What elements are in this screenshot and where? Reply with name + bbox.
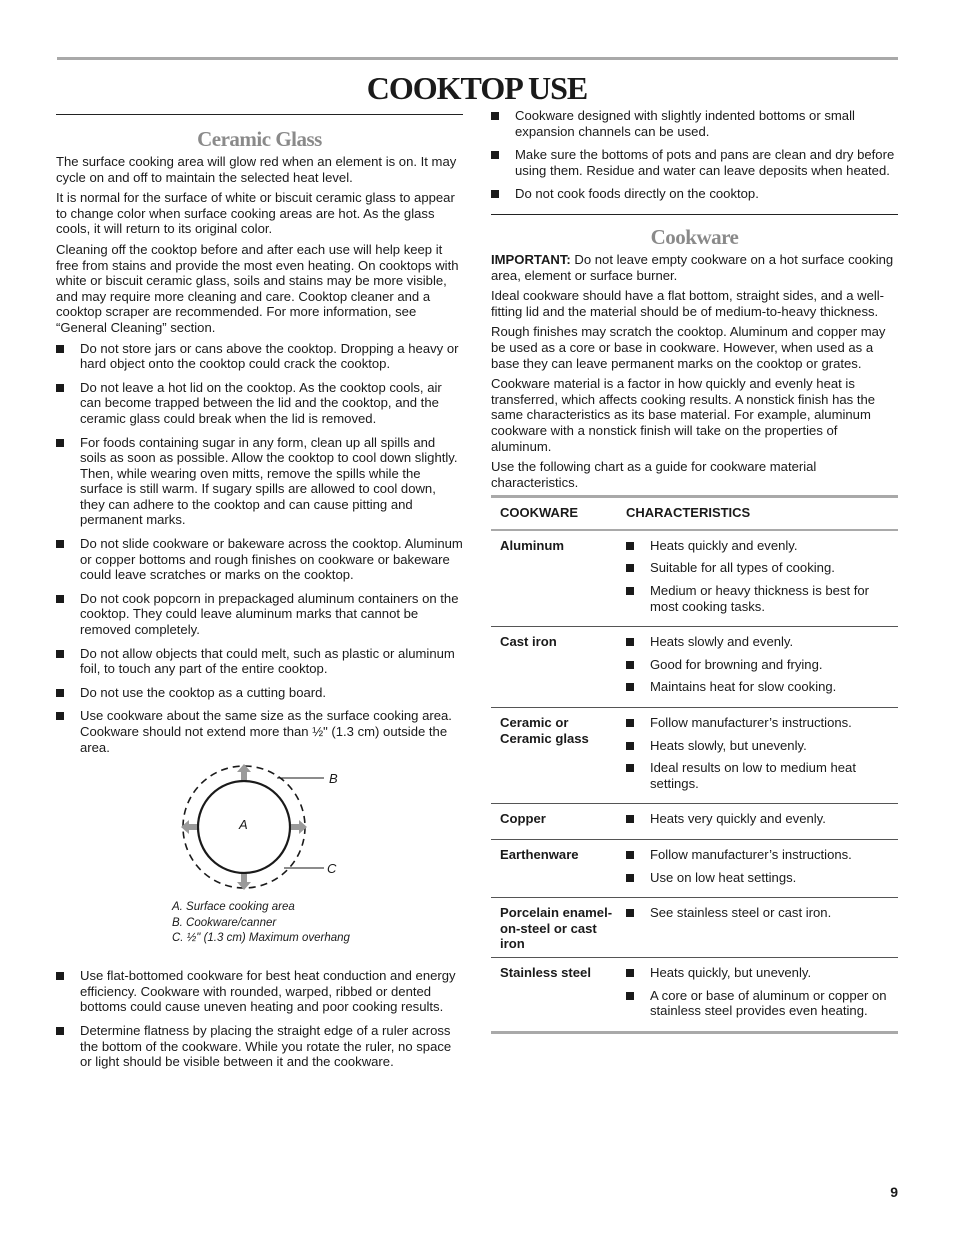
list-item: Cookware designed with slightly indented bottoms or small expansion channels can be used. (491, 108, 898, 139)
list-item: Maintains heat for slow cooking. (626, 679, 898, 695)
list-item: Medium or heavy thickness is best for most cooking tasks. (626, 583, 898, 614)
caption: A. Surface cooking area (172, 901, 295, 914)
table-row (491, 804, 898, 840)
label-c: C (327, 861, 337, 877)
list-item: Do not cook foods directly on the cooktop. (491, 186, 898, 202)
cookware-paragraph: Use the following chart as a guide for cookware material characteristics. (491, 459, 817, 490)
characteristics-cell (617, 898, 898, 958)
list-item: Follow manufacturer’s instructions. (626, 715, 898, 731)
ceramic-paragraph: It is normal for the surface of white or biscuit ceramic glass to appear to change color when surface cooking areas are hot. As the glass cools, it will return to its original color. (56, 190, 455, 237)
cookware-name: Aluminum (491, 530, 617, 627)
cookware-paragraph: Cookware material is a factor in how quickly and evenly heat is transferred, which affects cooking results. A nonstick finish has the same characteristics as its base material. For example, aluminum cookware with a nonstick finish will take on the properties of aluminum. (491, 376, 876, 454)
cookware-name: Cast iron (491, 627, 617, 708)
important-label: IMPORTANT: (491, 251, 571, 267)
right-column (491, 108, 898, 1034)
list-item: Do not allow objects that could melt, such as plastic or aluminum foil, to touch any part of the entire cooktop. (56, 646, 463, 677)
list-item: Suitable for all types of cooking. (626, 560, 898, 576)
list-item: Do not slide cookware or bakeware across the cooktop. Aluminum or copper bottoms and rough finishes on cookware or bakeware could leave scratches or marks on the cooktop. (56, 536, 463, 583)
ceramic-paragraph: Cleaning off the cooktop before and after each use will help keep it free from stains and provide the most even heating. On cooktops with white or biscuit ceramic glass, soils and stains may be more visible, and may require more cleaning and care. Cooktop cleaner and a cooktop scraper are recommended. For more information, see “General Cleaning” section. (56, 241, 459, 335)
list-item: Heats quickly and evenly. (626, 538, 898, 554)
ceramic-bullet-list (56, 341, 463, 756)
cookware-paragraph: Rough finishes may scratch the cooktop. Aluminum and copper may be used as a core or base in cookware. However, when used as a base they can leave permanent marks on the cooktop or grates. (491, 324, 886, 371)
label-b: B (329, 771, 338, 787)
list-item: Use flat-bottomed cookware for best heat conduction and energy efficiency. Cookware with rounded, warped, ribbed or dented bottoms could cause uneven heating and poor cooking results. (56, 968, 463, 1015)
list-item: See stainless steel or cast iron. (626, 905, 898, 921)
list-item: A core or base of aluminum or copper on stainless steel provides even heating. (626, 988, 898, 1019)
flat-bottom-bullet-list (56, 968, 463, 1070)
table-row (491, 530, 898, 627)
overhang-diagram-svg (172, 763, 382, 895)
list-item: Heats slowly and evenly. (626, 634, 898, 650)
list-item: Use cookware about the same size as the surface cooking area. Cookware should not extend more than ½" (1.3 cm) outside the area. (56, 708, 463, 755)
cookware-heading: Cookware (650, 224, 739, 249)
characteristics-cell (617, 530, 898, 627)
list-item: Make sure the bottoms of pots and pans are clean and dry before using them. Residue and water can leave deposits when heated. (491, 147, 898, 178)
section-rule (491, 214, 898, 215)
list-item: Follow manufacturer’s instructions. (626, 847, 898, 863)
label-a: A (239, 817, 248, 833)
table-header-row (491, 497, 898, 530)
cookware-name: Earthenware (491, 840, 617, 898)
cookware-overhang-diagram (56, 763, 463, 968)
left-column (56, 114, 463, 1078)
list-item: Good for browning and frying. (626, 657, 898, 673)
cookware-name: Stainless steel (491, 957, 617, 1032)
column-header-characteristics: CHARACTERISTICS (617, 497, 898, 530)
list-item: Do not use the cooktop as a cutting board. (56, 685, 463, 701)
ceramic-paragraph: The surface cooking area will glow red when an element is on. It may cycle on and off to maintain the selected heat level. (56, 154, 457, 185)
table-row (491, 840, 898, 898)
list-item: Determine flatness by placing the straight edge of a ruler across the bottom of the cookware. While you rotate the ruler, no space or light should be visible between it and the cookware. (56, 1023, 463, 1070)
table-row (491, 898, 898, 958)
characteristics-cell (617, 957, 898, 1032)
characteristics-cell (617, 804, 898, 840)
table-row (491, 627, 898, 708)
cookware-paragraph: Ideal cookware should have a flat bottom, straight sides, and a well-fitting lid and the material should be of medium-to-heavy thickness. (491, 288, 885, 319)
list-item: Heats slowly, but unevenly. (626, 738, 898, 754)
page-title: COOKTOP USE (366, 70, 588, 106)
cookware-name: Ceramic or Ceramic glass (491, 708, 617, 804)
important-note (491, 252, 898, 283)
list-item: Do not leave a hot lid on the cooktop. As the cooktop cools, air can become trapped between the lid and the cooktop, and the ceramic glass could break when the lid is removed. (56, 380, 463, 427)
list-item: Do not cook popcorn in prepackaged aluminum containers on the cooktop. They could leave aluminum marks that cannot be removed completely. (56, 591, 463, 638)
caption: B. Cookware/canner (172, 916, 277, 929)
list-item: Heats very quickly and evenly. (626, 811, 898, 827)
list-item: For foods containing sugar in any form, clean up all spills and soils as soon as possible. Allow the cooktop to cool down slightly. Then, while wearing oven mitts, remove the spills while the surface is still warm. If sugary spills are allowed to cool down, they can adhere to the cooktop and can cause pitting and permanent marks. (56, 435, 463, 529)
table-row (491, 708, 898, 804)
cookware-name: Copper (491, 804, 617, 840)
characteristics-cell (617, 627, 898, 708)
section-rule (56, 114, 463, 115)
list-item: Ideal results on low to medium heat settings. (626, 760, 898, 791)
list-item: Do not store jars or cans above the cooktop. Dropping a heavy or hard object onto the cooktop could crack the cooktop. (56, 341, 463, 372)
characteristics-cell (617, 840, 898, 898)
diagram-captions (172, 900, 350, 947)
important-text: Do not leave empty cookware on a hot surface cooking area, element or surface burner. (491, 251, 894, 283)
page-number: 9 (890, 1184, 898, 1200)
cookware-name: Porcelain enamel-on-steel or cast iron (491, 898, 617, 958)
column-header-cookware: COOKWARE (491, 497, 617, 530)
cookware-tips-list (491, 108, 898, 202)
list-item: Use on low heat settings. (626, 870, 898, 886)
ceramic-glass-heading: Ceramic Glass (197, 127, 322, 151)
cookware-characteristics-table (491, 495, 898, 1033)
list-item: Heats quickly, but unevenly. (626, 965, 898, 981)
table-row (491, 957, 898, 1032)
top-rule (57, 57, 898, 60)
caption: C. ½" (1.3 cm) Maximum overhang (172, 932, 350, 945)
characteristics-cell (617, 708, 898, 804)
